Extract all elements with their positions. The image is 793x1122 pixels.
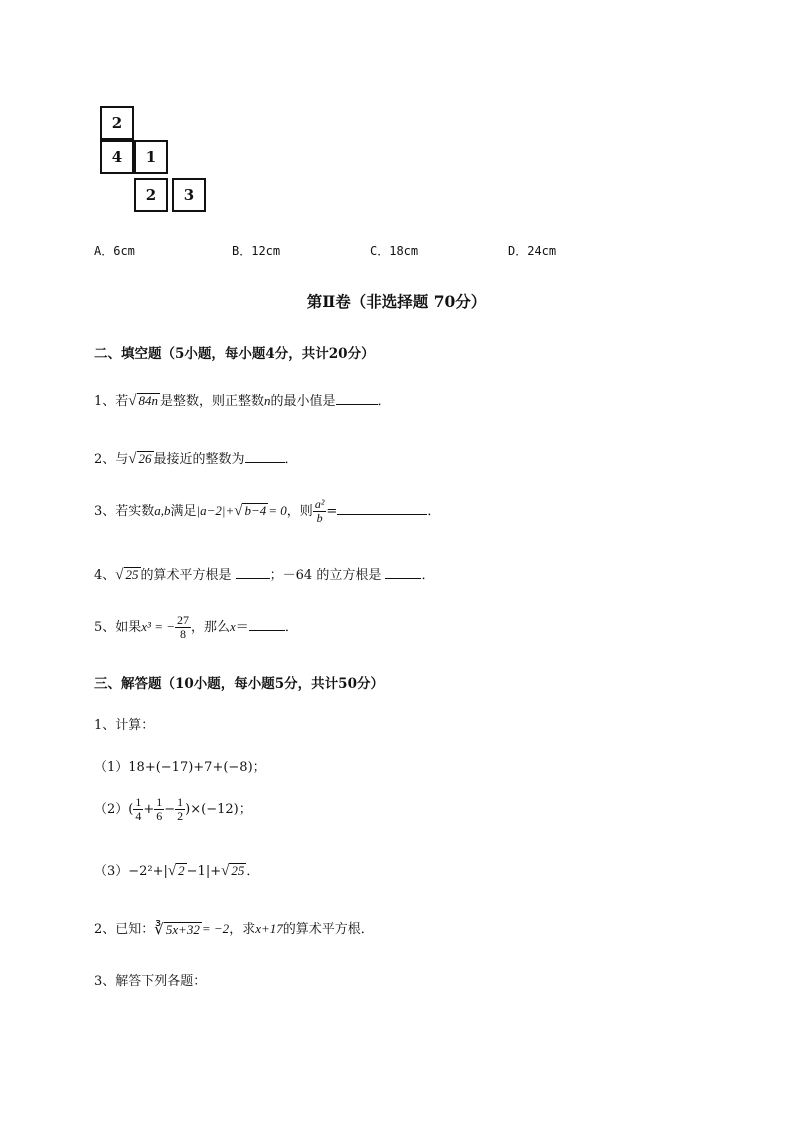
sqrt-26: √ 26 <box>128 451 152 467</box>
cube-root-5x-plus-32: ∛ 5x+32 <box>154 922 200 938</box>
fill-question-2: 2、与√ 26 最接近的整数为 ． <box>94 451 298 467</box>
fraction-1-6: $\frac{1}{6}$ <box>156 795 163 823</box>
option-a: A．6cm <box>94 244 135 258</box>
answer-blank <box>245 450 285 463</box>
answer-blank <box>337 502 427 515</box>
fraction-27-over-8: $\frac{27}{8}$ <box>177 613 189 641</box>
section-solve-heading: 三、解答题（10小题，每小题5分，共计50分） <box>94 676 384 692</box>
fill-question-3: 3、若实数a,b满足|a−2|+√ b−4 = 0，则 $\frac{\text{a²}}{b}$ = ． <box>94 497 441 525</box>
solve-question-1-part-3: （3）−2²+|√ 2 −1|+√ 25 ． <box>94 863 260 879</box>
fraction-1-4: $\frac{1}{4}$ <box>135 795 142 823</box>
section-fill-blank-heading: 二、填空题（5小题，每小题4分，共计20分） <box>94 346 375 362</box>
fraction-1-2: $\frac{1}{2}$ <box>177 795 184 823</box>
answer-blank <box>385 566 421 579</box>
fill-question-4: 4、√ 25 的算术平方根是 ；－64 的立方根是 ． <box>94 567 435 583</box>
net-cell-center: 1 <box>134 140 168 174</box>
sqrt-25: √ 25 <box>221 863 245 879</box>
net-cell-top: 2 <box>100 106 134 140</box>
sqrt-25: √ 25 <box>115 567 139 583</box>
answer-blank <box>236 566 270 579</box>
part-two-title: 第Ⅱ卷（非选择题 70分） <box>306 292 487 311</box>
solve-question-1-part-1: （1）18+(−17)+7+(−8)； <box>94 760 266 775</box>
option-b: B．12cm <box>232 244 281 258</box>
net-cell-left: 4 <box>100 140 134 174</box>
sqrt-2: √ 2 <box>167 863 185 879</box>
fill-question-1: 1、若√ 84n 是整数，则正整数n的最小值是 ． <box>94 393 391 409</box>
fill-question-5: 5、如果x³ = − $\frac{27}{8}$ ，那么x＝ ． <box>94 613 298 641</box>
option-c: C．18cm <box>370 244 419 258</box>
sqrt-b-minus-4: √ b−4 <box>234 503 267 519</box>
solve-question-2: 2、已知：∛ 5x+32 = −2，求x+17的算术平方根． <box>94 921 374 938</box>
solve-question-3-label: 3、解答下列各题： <box>94 974 207 989</box>
option-d: D．24cm <box>508 244 557 258</box>
net-cell-bottom-left: 2 <box>134 178 168 212</box>
net-cell-bottom-right: 3 <box>172 178 206 212</box>
fraction-a2-over-b: $\frac{\text{a²}}{b}$ <box>314 497 325 525</box>
solve-question-1-part-2: （2）( $\frac{1}{4}$ + $\frac{1}{6}$ − $\frac{1}{2}$ )×(−12)； <box>94 795 252 823</box>
answer-blank <box>336 392 378 405</box>
solve-question-1-label: 1、计算： <box>94 718 155 733</box>
sqrt-84n: √ 84n <box>128 393 159 409</box>
answer-blank <box>249 618 285 631</box>
